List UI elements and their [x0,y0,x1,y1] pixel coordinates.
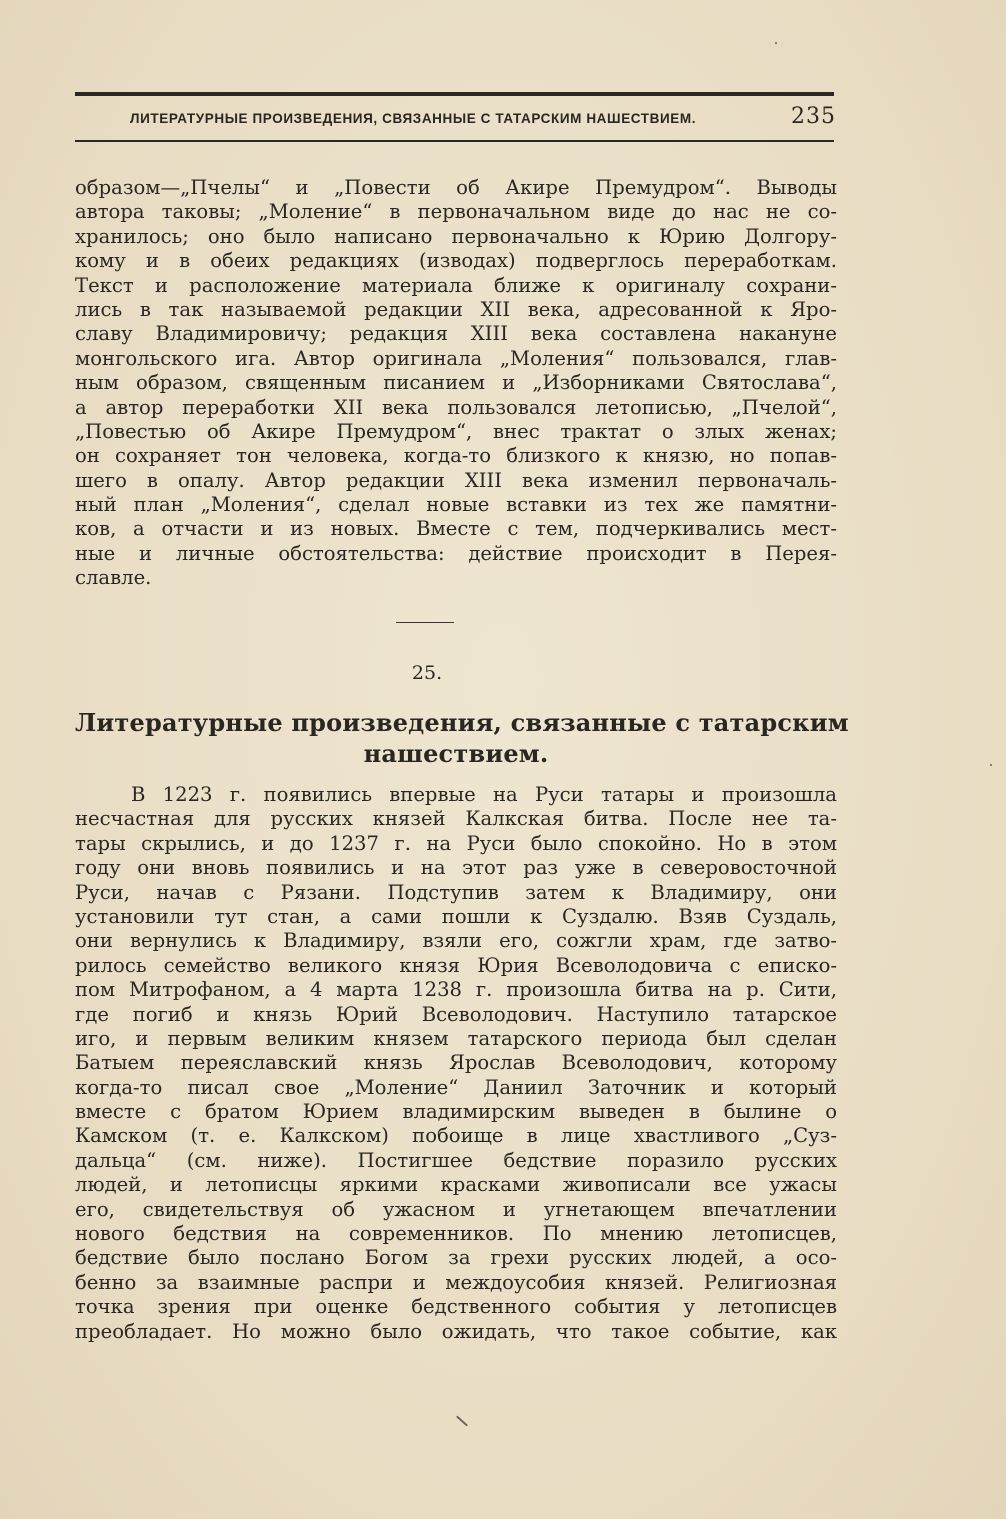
section-number [0,660,1006,686]
text-line: шего в опалу. Автор редакции XIII века изменил первоначаль- [75,468,837,492]
text-line: монгольского ига. Автор оригинала „Моления“ пользовался, глав- [75,346,837,370]
text-line: а автор переработки XII века пользовался летописью, „Пчелой“, [75,395,837,419]
text-line: несчастная для русских князей Калкская битва. После нее та- [75,807,837,831]
page-number: 235 [791,104,836,129]
paper-speck [775,42,777,44]
text-line: Батыем переяславский князь Ярослав Всеволодович, которому [75,1051,837,1075]
text-line: где погиб и князь Юрий Всеволодович. Наступило татарское [75,1002,837,1026]
header-bottom-rule [75,140,834,142]
text-line: Руси, начав с Рязани. Подступив затем к Владимиру, они [75,880,837,904]
text-line: славу Владимировичу; редакция XIII века составлена накануне [75,322,837,346]
heading-line: нашествием. [363,739,549,768]
text-line: бенно за взаимные распри и междоусобия князей. Религиозная [75,1270,837,1294]
text-line: установили тут стан, а сами пошли к Суздалю. Взяв Суздаль, [75,904,837,928]
text-line: когда-то писал свое „Моление“ Даниил Заточник и который [75,1075,837,1099]
text-line: „Повестью об Акире Премудром“, внес трактат о злых женах; [75,419,837,443]
running-title: ЛИТЕРАТУРНЫЕ ПРОИЗВЕДЕНИЯ, СВЯЗАННЫЕ С ТАТАРСКИМ НАШЕСТВИЕМ. [130,110,697,127]
text-line: точка зрения при оценке бедственного события у летописцев [75,1295,837,1319]
text-line: ков, а отчасти и из новых. Вместе с тем, подчеркивались мест- [75,517,837,541]
text-line: В 1223 г. появились впервые на Руси татары и произошла [131,783,837,806]
text-line: тары скрылись, и до 1237 г. на Руси было спокойно. Но в этом [75,831,837,855]
section-number-text: 25. [411,662,443,684]
header-top-rule [75,92,834,96]
text-line: он сохраняет тон человека, когда-то близкого к князю, но попав- [75,444,837,468]
paper-speck [990,764,992,766]
text-line: дальца“ (см. ниже). Постигшее бедствие поразило русских [75,1148,837,1172]
section-heading [75,707,849,769]
text-line: славле. [75,566,152,590]
text-line: ный план „Моления“, сделал новые вставки из тех же памятни- [75,493,837,517]
text-line: нового бедствия на современников. По мнению летописцев, [75,1222,837,1246]
text-line: рилось семейство великого князя Юрия Всеволодовича с еписко- [75,953,837,977]
heading-line: Литературные произведения, связанные с татарским [75,708,849,737]
text-line: пом Митрофаном, а 4 марта 1238 г. произошла битва на р. Сити, [75,978,837,1002]
paragraph-continued [75,176,837,591]
text-line: вместе с братом Юрием владимирским выведен в былине о [75,1100,837,1124]
text-line: преобладает. Но можно было ожидать, что такое событие, как [75,1319,837,1343]
running-head [130,106,836,132]
text-line: автора таковы; „Моление“ в первоначальном виде до нас не со- [75,200,837,224]
text-line: лись в так называемой редакции XII века, адресованной к Яро- [75,297,837,321]
section-body-paragraph [75,783,837,1344]
text-line: Текст и расположение материала ближе к оригиналу сохрани- [75,273,837,297]
text-line: хранилось; оно было написано первоначально к Юрию Долгору- [75,224,837,248]
text-line: ным образом, священным писанием и „Изборниками Святослава“, [75,371,837,395]
text-line: ные и личные обстоятельства: действие происходит в Перея- [75,541,837,565]
text-line: году они вновь появились и на этот раз уже в северовосточной [75,856,837,880]
text-line: образом—„Пчелы“ и „Повести об Акире Премудром“. Выводы [75,176,837,199]
text-line: людей, и летописцы яркими красками живописали все ужасы [75,1173,837,1197]
text-line: Камском (т. е. Калкском) побоище в лице хвастливого „Суз- [75,1124,837,1148]
text-line: они вернулись к Владимиру, взяли его, сожгли храм, где затво- [75,929,837,953]
text-line: иго, и первым великим князем татарского периода был сделан [75,1026,837,1050]
section-separator [396,622,454,623]
text-line: бедствие было послано Богом за грехи русских людей, а осо- [75,1246,837,1270]
text-line: кому и в обеих редакциях (изводах) подверглось переработкам. [75,249,837,273]
text-line: его, свидетельствуя об ужасном и угнетающем впечатлении [75,1197,837,1221]
